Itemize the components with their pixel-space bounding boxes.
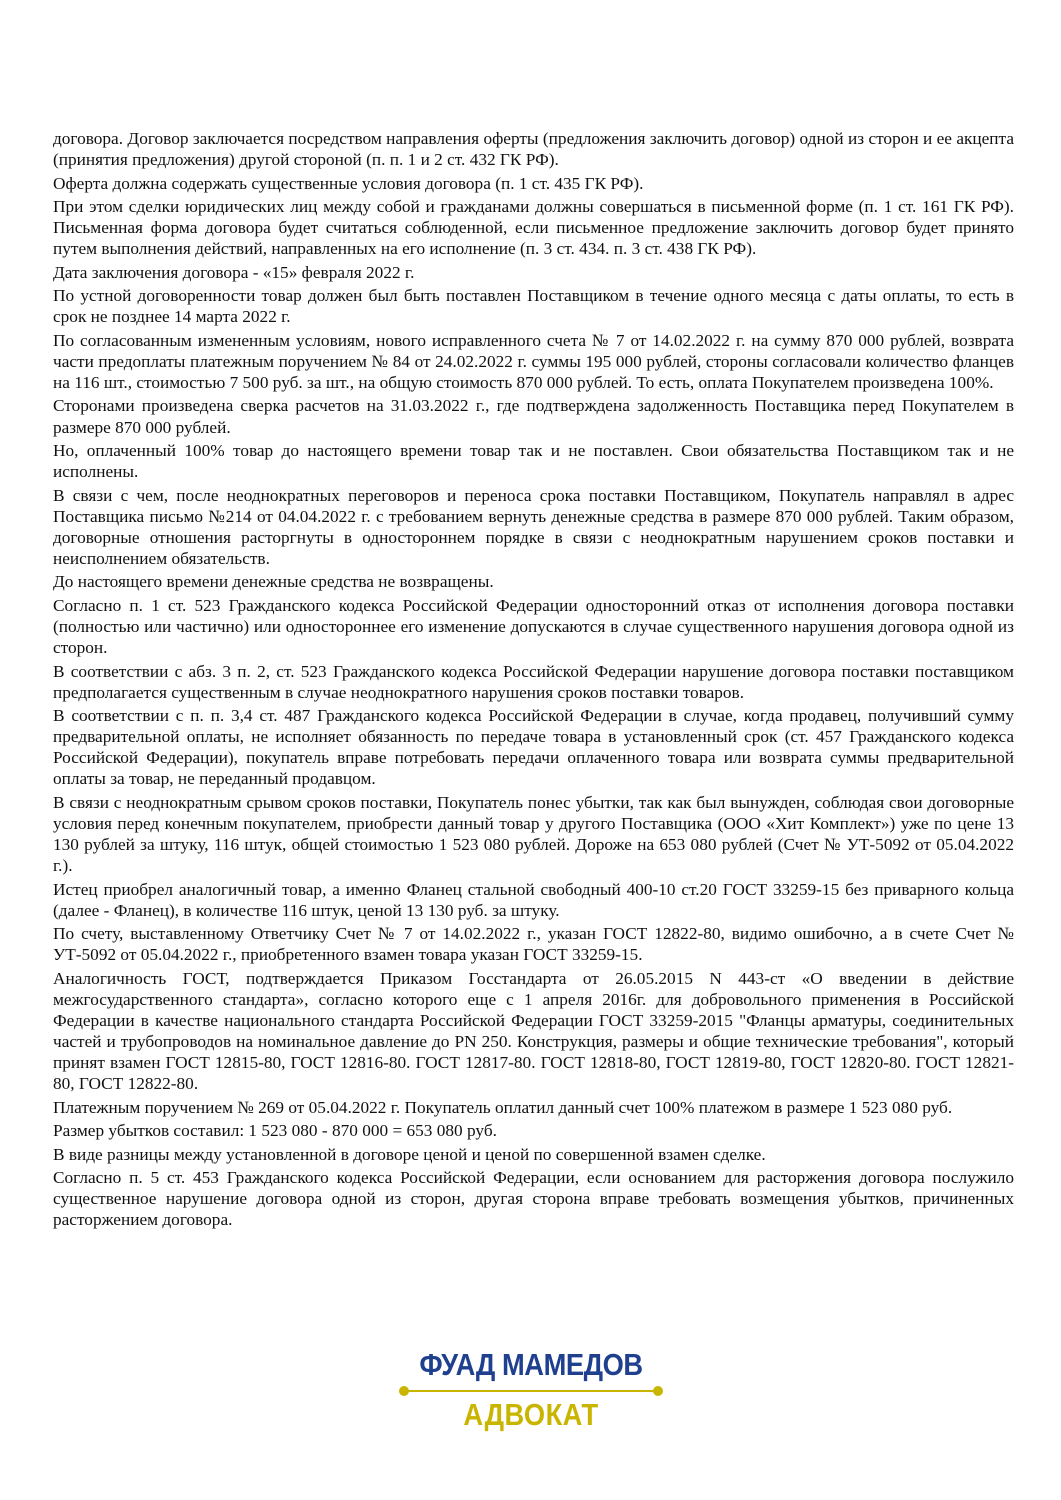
logo-divider [399, 1386, 663, 1396]
paragraph-delivery-term: По устной договоренности товар должен был быть поставлен Поставщиком в течение одного месяца с даты оплаты, то есть в срок не позднее 14 марта 2022 г. [53, 286, 1014, 327]
paragraph-offer: Оферта должна содержать существенные условия договора (п. 1 ст. 435 ГК РФ). [53, 173, 644, 193]
paragraph-not-delivered: Но, оплаченный 100% товар до настоящего времени товар так и не поставлен. Свои обязательства Поставщиком так и не исполнены. [53, 441, 1014, 482]
paragraph-written-form: При этом сделки юридических лиц между собой и гражданами должны совершаться в письменной форме (п. 1 ст. 161 ГК РФ). Письменная форма договора будет считаться соблюденной, если письменное предложение заключить договор будет принято путем выполнения действий, направленных на его исполнение (п. 3 ст. 434. п. 3 ст. 438 ГК РФ). [53, 197, 1014, 259]
document-body [53, 128, 1014, 1233]
paragraph-loss-amount: Размер убытков составил: 1 523 080 - 870 000 = 653 080 руб. [53, 1121, 497, 1141]
paragraph-reconciliation: Сторонами произведена сверка расчетов на 31.03.2022 г., где подтверждена задолженность Поставщика перед Покупателем в размере 870 000 рублей. [53, 396, 1014, 437]
paragraph-gost-equivalence: Аналогичность ГОСТ, подтверждается Приказом Госстандарта от 26.05.2015 N 443-ст «О введении в действие межгосударственного стандарта», согласно которого еще с 1 апреля 2016г. для добровольного применения в Российской Федерации в качестве национального стандарта Российской Федерации ГОСТ 33259-2015 "Фланцы арматуры, соединительных частей и трубопроводов на номинальное давление до PN 250. Конструкция, размеры и общие технические требования", который принят взамен ГОСТ 12815-80, ГОСТ 12816-80. ГОСТ 12817-80. ГОСТ 12818-80, ГОСТ 12819-80, ГОСТ 12820-80. ГОСТ 12821-80, ГОСТ 12822-80. [53, 968, 1014, 1094]
paragraph-article-523-p2: В соответствии с абз. 3 п. 2, ст. 523 Гражданского кодекса Российской Федерации нарушение договора поставки поставщиком предполагается существенным в случае неоднократного нарушения сроков поставки товаров. [53, 661, 1014, 702]
paragraph-termination-letter: В связи с чем, после неоднократных переговоров и переноса срока поставки Поставщиком, Покупатель направлял в адрес Поставщика письмо №214 от 04.04.2022 г. с требованием вернуть денежные средства в размере 870 000 рублей. Таким образом, договорные отношения расторгнуты в одностороннем порядке в связи с неоднократным нарушением сроков поставки и неисполнением обязательств. [53, 485, 1014, 568]
paragraph-contract-date: Дата заключения договора - «15» февраля 2022 г. [53, 262, 415, 282]
lawyer-logo [395, 1347, 667, 1433]
paragraph-article-487: В соответствии с п. п. 3,4 ст. 487 Гражданского кодекса Российской Федерации в случае, когда продавец, получивший сумму предварительной оплаты, не исполняет обязанность по передаче товара в установленный срок (ст. 457 Гражданского кодекса Российской Федерации), покупатель вправе потребовать передачи оплаченного товара или возврата суммы предварительной оплаты за товар, не переданный продавцом. [53, 706, 1014, 789]
paragraph-article-523-p1: Согласно п. 1 ст. 523 Гражданского кодекса Российской Федерации односторонний отказ от исполнения договора поставки (полностью или частично) или одностороннее его изменение допускаются в случае существенного нарушения договора одной из сторон. [53, 595, 1014, 658]
paragraph-article-453: Согласно п. 5 ст. 453 Гражданского кодекса Российской Федерации, если основанием для расторжения договора послужило существенное нарушение договора одной из сторон, другая сторона вправе требовать возмещения убытков, причиненных расторжением договора. [53, 1168, 1014, 1230]
paragraph-agreed-terms: По согласованным измененным условиям, нового исправленного счета № 7 от 14.02.2022 г. на сумму 870 000 рублей, возврата части предоплаты платежным поручением № 84 от 24.02.2022 г. суммы 195 000 рублей, стороны согласовали количество фланцев на 116 шт., стоимостью 7 500 руб. за шт., на общую стоимость 870 000 рублей. То есть, оплата Покупателем произведена 100%. [53, 330, 1014, 392]
paragraph-losses: В связи с неоднократным срывом сроков поставки, Покупатель понес убытки, так как был вынужден, соблюдая свои договорные условия перед конечным покупателем, приобрести данный товар у другого Поставщика (ООО «Хит Комплект») уже по цене 13 130 рублей за штуку, 116 штук, общей стоимостью 1 523 080 рублей. Дороже на 653 080 рублей (Счет № УТ-5092 от 05.04.2022 г.). [53, 792, 1014, 876]
logo-line [405, 1390, 657, 1392]
paragraph-price-difference: В виде разницы между установленной в договоре ценой и ценой по совершенной взамен сделке. [53, 1144, 766, 1164]
logo-dot-right [653, 1386, 663, 1396]
paragraph-contract-formation: договора. Договор заключается посредством направления оферты (предложения заключить договор) одной из сторон и ее акцепта (принятия предложения) другой стороной (п. п. 1 и 2 ст. 432 ГК РФ). [53, 129, 1014, 170]
paragraph-similar-goods: Истец приобрел аналогичный товар, а именно Фланец стальной свободный 400-10 ст.20 ГОСТ 33259-15 без приварного кольца (далее - Фланец), в количестве 116 штук, ценой 13 130 руб. за штуку. [53, 879, 1014, 920]
paragraph-invoice-gost: По счету, выставленному Ответчику Счет № 7 от 14.02.2022 г., указан ГОСТ 12822-80, видимо ошибочно, а в счете Счет № УТ-5092 от 05.04.2022 г., приобретенного взамен товара указан ГОСТ 33259-15. [53, 924, 1014, 965]
paragraph-not-returned: До настоящего времени денежные средства не возвращены. [53, 572, 494, 592]
logo-name: ФУАД МАМЕДОВ [419, 1347, 643, 1382]
paragraph-payment-order: Платежным поручением № 269 от 05.04.2022 г. Покупатель оплатил данный счет 100% платежом в размере 1 523 080 руб. [53, 1097, 953, 1117]
logo-title: АДВОКАТ [463, 1397, 599, 1432]
